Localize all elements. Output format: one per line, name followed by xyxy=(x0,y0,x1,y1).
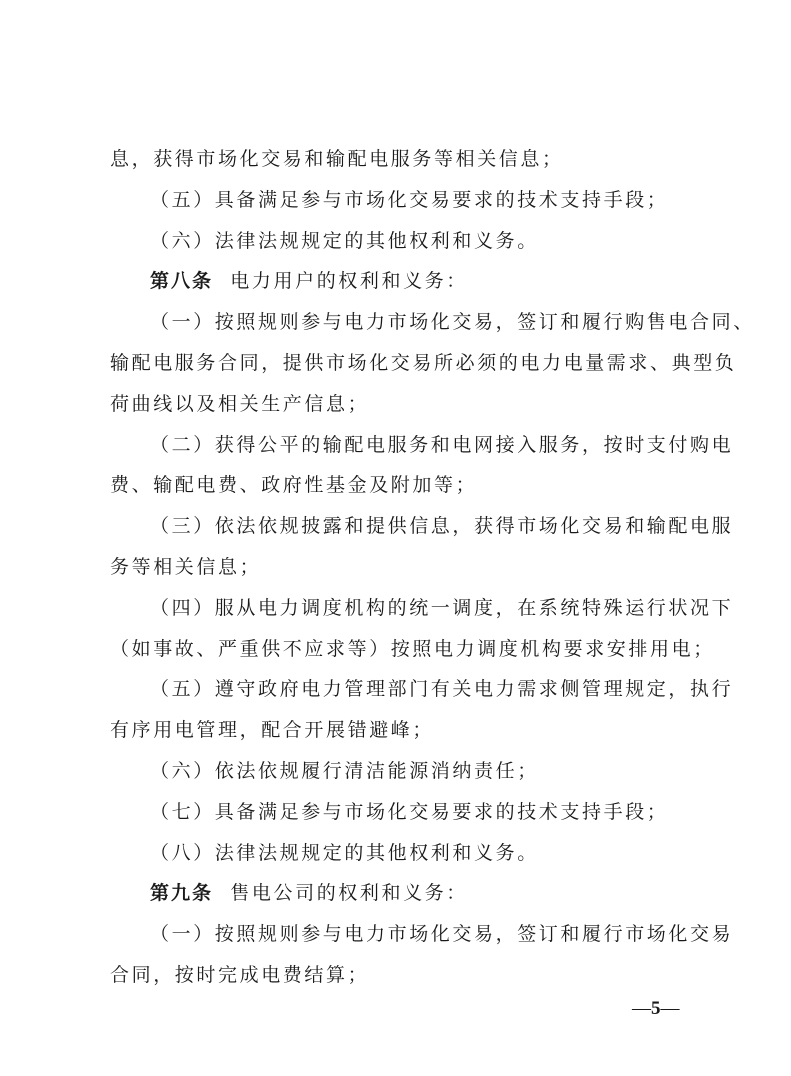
body-text xyxy=(110,139,755,996)
paragraph-line: 合同，按时完成电费结算； xyxy=(110,963,370,986)
footer-dash-right: — xyxy=(660,998,680,1019)
paragraph-line: （一）按照规则参与电力市场化交易，签订和履行市场化交易 xyxy=(150,923,734,946)
footer-dash-left: — xyxy=(632,998,651,1019)
paragraph-line: 有序用电管理，配合开展错避峰； xyxy=(110,719,435,742)
paragraph-line: （七）具备满足参与市场化交易要求的技术支持手段； xyxy=(150,800,669,823)
article-title: 售电公司的权利和义务： xyxy=(230,882,468,905)
article-number: 第八条 xyxy=(150,270,214,293)
page-number: 5 xyxy=(651,998,661,1019)
paragraph-line: 费、输配电费、政府性基金及附加等； xyxy=(110,474,478,497)
paragraph-line: （如事故、严重供不应求等）按照电力调度机构要求安排用电； xyxy=(110,637,715,660)
page-footer xyxy=(632,998,680,1020)
article-heading-line xyxy=(110,261,690,302)
paragraph-line: （六）依法依规履行清洁能源消纳责任； xyxy=(150,759,539,782)
article-number: 第九条 xyxy=(150,882,214,905)
article-title: 电力用户的权利和义务： xyxy=(230,270,468,293)
paragraph-line: （三）依法依规披露和提供信息，获得市场化交易和输配电服 xyxy=(150,515,734,538)
paragraph-line: 荷曲线以及相关生产信息； xyxy=(110,392,370,415)
paragraph-line: 息，获得市场化交易和输配电服务等相关信息； xyxy=(110,148,564,170)
paragraph-line: （五）遵守政府电力管理部门有关电力需求侧管理规定，执行 xyxy=(150,678,734,701)
paragraph-line: （四）服从电力调度机构的统一调度，在系统特殊运行状况下 xyxy=(150,596,734,619)
paragraph-line: （一）按照规则参与电力市场化交易，签订和履行购售电合同、 xyxy=(150,311,755,334)
paragraph-line: （六）法律法规规定的其他权利和义务。 xyxy=(150,229,539,252)
article-heading-line xyxy=(110,873,690,914)
paragraph-line: （五）具备满足参与市场化交易要求的技术支持手段； xyxy=(150,188,669,211)
paragraph-line: （二）获得公平的输配电服务和电网接入服务，按时支付购电 xyxy=(150,433,734,456)
paragraph-line: （八）法律法规规定的其他权利和义务。 xyxy=(150,841,539,864)
paragraph-line: 输配电服务合同，提供市场化交易所必须的电力电量需求、典型负 xyxy=(110,351,737,374)
paragraph-line: 务等相关信息； xyxy=(110,555,262,578)
